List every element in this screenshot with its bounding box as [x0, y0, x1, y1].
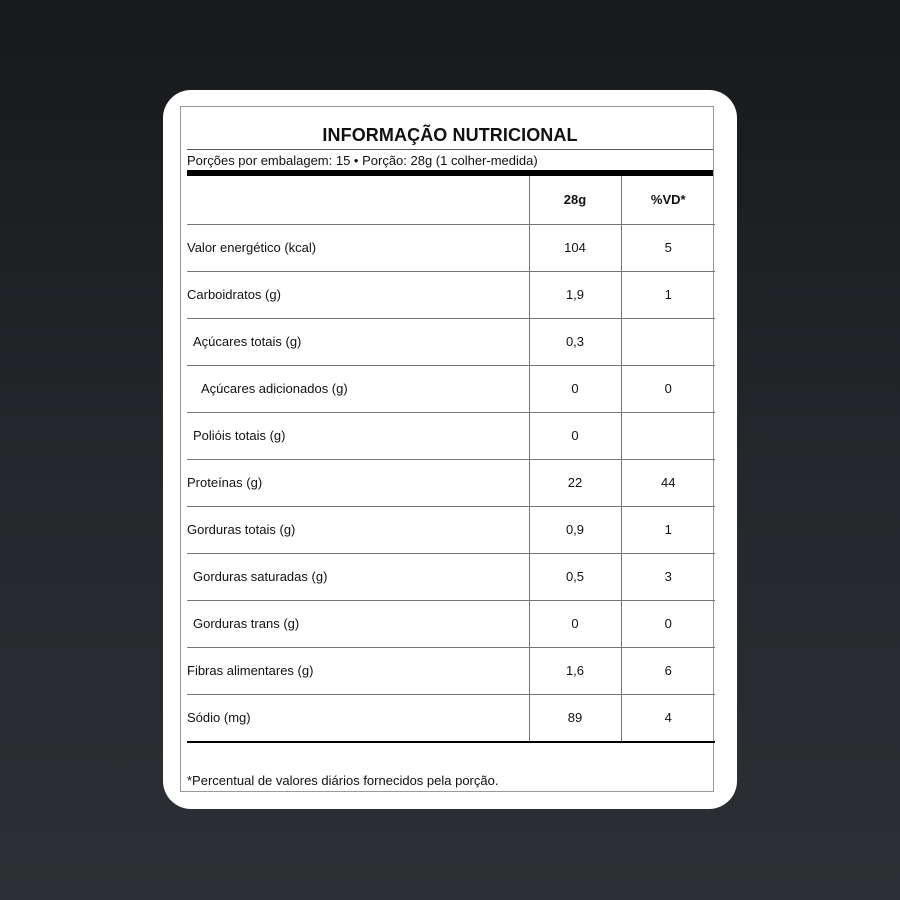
nutrient-name: Gorduras trans (g): [187, 600, 529, 647]
nutrient-amount: 0,5: [529, 553, 621, 600]
nutrient-amount: 104: [529, 224, 621, 271]
table-row: [187, 412, 715, 459]
nutrient-amount: 0: [529, 412, 621, 459]
nutrient-daily-value: [621, 318, 715, 365]
table-row: [187, 271, 715, 318]
header-nutrient: [187, 176, 529, 224]
nutrient-name: Açúcares adicionados (g): [187, 365, 529, 412]
nutrient-name: Fibras alimentares (g): [187, 647, 529, 694]
label-title: INFORMAÇÃO NUTRICIONAL: [322, 125, 578, 145]
nutrient-daily-value: 3: [621, 553, 715, 600]
header-daily-value: %VD*: [621, 176, 715, 224]
nutrient-name: Proteínas (g): [187, 459, 529, 506]
nutrient-amount: 1,6: [529, 647, 621, 694]
nutrient-daily-value: 0: [621, 600, 715, 647]
nutrient-daily-value: 1: [621, 506, 715, 553]
header-amount: 28g: [529, 176, 621, 224]
table-header-row: [187, 176, 715, 224]
nutrient-amount: 1,9: [529, 271, 621, 318]
table-row: [187, 600, 715, 647]
nutrition-card: [163, 90, 737, 809]
nutrient-daily-value: 1: [621, 271, 715, 318]
nutrient-name: Açúcares totais (g): [187, 318, 529, 365]
nutrient-amount: 89: [529, 694, 621, 742]
nutrient-daily-value: 0: [621, 365, 715, 412]
nutrient-name: Valor energético (kcal): [187, 224, 529, 271]
table-row: [187, 553, 715, 600]
nutrient-amount: 0,9: [529, 506, 621, 553]
nutrient-amount: 22: [529, 459, 621, 506]
nutrient-amount: 0: [529, 365, 621, 412]
nutrient-daily-value: 6: [621, 647, 715, 694]
nutrient-amount: 0,3: [529, 318, 621, 365]
title-divider: [187, 149, 713, 150]
table-row: [187, 694, 715, 742]
table-row: [187, 318, 715, 365]
nutrition-table: [187, 176, 715, 743]
nutrient-amount: 0: [529, 600, 621, 647]
table-row: [187, 224, 715, 271]
nutrient-daily-value: 5: [621, 224, 715, 271]
nutrient-name: Gorduras saturadas (g): [187, 553, 529, 600]
nutrient-daily-value: [621, 412, 715, 459]
nutrient-name: Gorduras totais (g): [187, 506, 529, 553]
table-row: [187, 365, 715, 412]
serving-info: Porções por embalagem: 15 • Porção: 28g (1 colher-medida): [187, 153, 538, 168]
table-row: [187, 647, 715, 694]
nutrition-label: [180, 106, 714, 792]
nutrition-table-wrap: [187, 176, 713, 743]
footnote: *Percentual de valores diários fornecidos pela porção.: [187, 773, 499, 788]
nutrient-daily-value: 4: [621, 694, 715, 742]
nutrient-daily-value: 44: [621, 459, 715, 506]
nutrient-name: Polióis totais (g): [187, 412, 529, 459]
table-row: [187, 506, 715, 553]
nutrient-name: Sódio (mg): [187, 694, 529, 742]
nutrient-name: Carboidratos (g): [187, 271, 529, 318]
table-row: [187, 459, 715, 506]
